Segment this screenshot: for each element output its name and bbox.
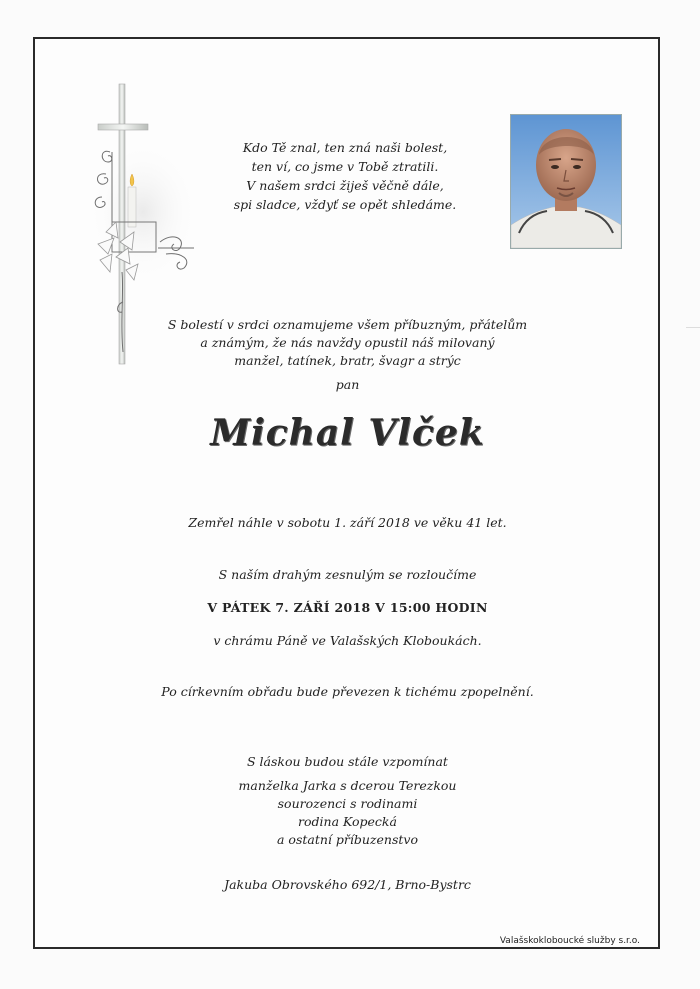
announcement-line: S bolestí v srdci oznamujeme všem příbuzným, přátelům [167, 317, 528, 332]
deceased-name: Michal Vlček [210, 412, 485, 454]
poem-line: Kdo Tě znal, ten zná naši bolest, [242, 140, 448, 155]
mourners-intro: S láskou budou stále vzpomínat [247, 754, 448, 769]
death-info: Zemřel náhle v sobotu 1. září 2018 ve věku 41 let. [188, 515, 507, 530]
mourners-list [60, 777, 635, 849]
announcement-line: a známým, že nás navždy opustil náš milovaný [200, 335, 495, 350]
portrait-photo [510, 114, 622, 249]
mourner-line: sourozenci s rodinami [277, 796, 418, 811]
scan-mark [686, 327, 700, 328]
farewell-date-time: V PÁTEK 7. ZÁŘÍ 2018 V 15:00 HODIN [207, 600, 488, 615]
memorial-poem [200, 138, 490, 214]
address: Jakuba Obrovského 692/1, Brno-Bystrc [224, 877, 471, 892]
announcement-line: manžel, tatínek, bratr, švagr a strýc [234, 353, 461, 368]
honorific: pan [335, 377, 360, 392]
portrait-illustration [511, 115, 621, 248]
farewell-place: v chrámu Páně ve Valašských Kloboukách. [213, 633, 482, 648]
poem-line: ten ví, co jsme v Tobě ztratili. [251, 159, 439, 174]
poem-line: spi sladce, vždyť se opět shledáme. [233, 197, 457, 212]
after-ceremony: Po církevním obřadu bude převezen k tichému zpopelnění. [161, 684, 534, 699]
mourner-line: rodina Kopecká [298, 814, 397, 829]
announcement-text [60, 316, 635, 370]
mourner-line: manželka Jarka s dcerou Terezkou [238, 778, 457, 793]
funeral-service-credit: Valašskokloboucké služby s.r.o. [499, 936, 640, 946]
mourner-line: a ostatní příbuzenstvo [277, 832, 418, 847]
farewell-intro: S naším drahým zesnulým se rozloučíme [218, 567, 477, 582]
poem-line: V našem srdci žiješ věčně dále, [246, 178, 444, 193]
